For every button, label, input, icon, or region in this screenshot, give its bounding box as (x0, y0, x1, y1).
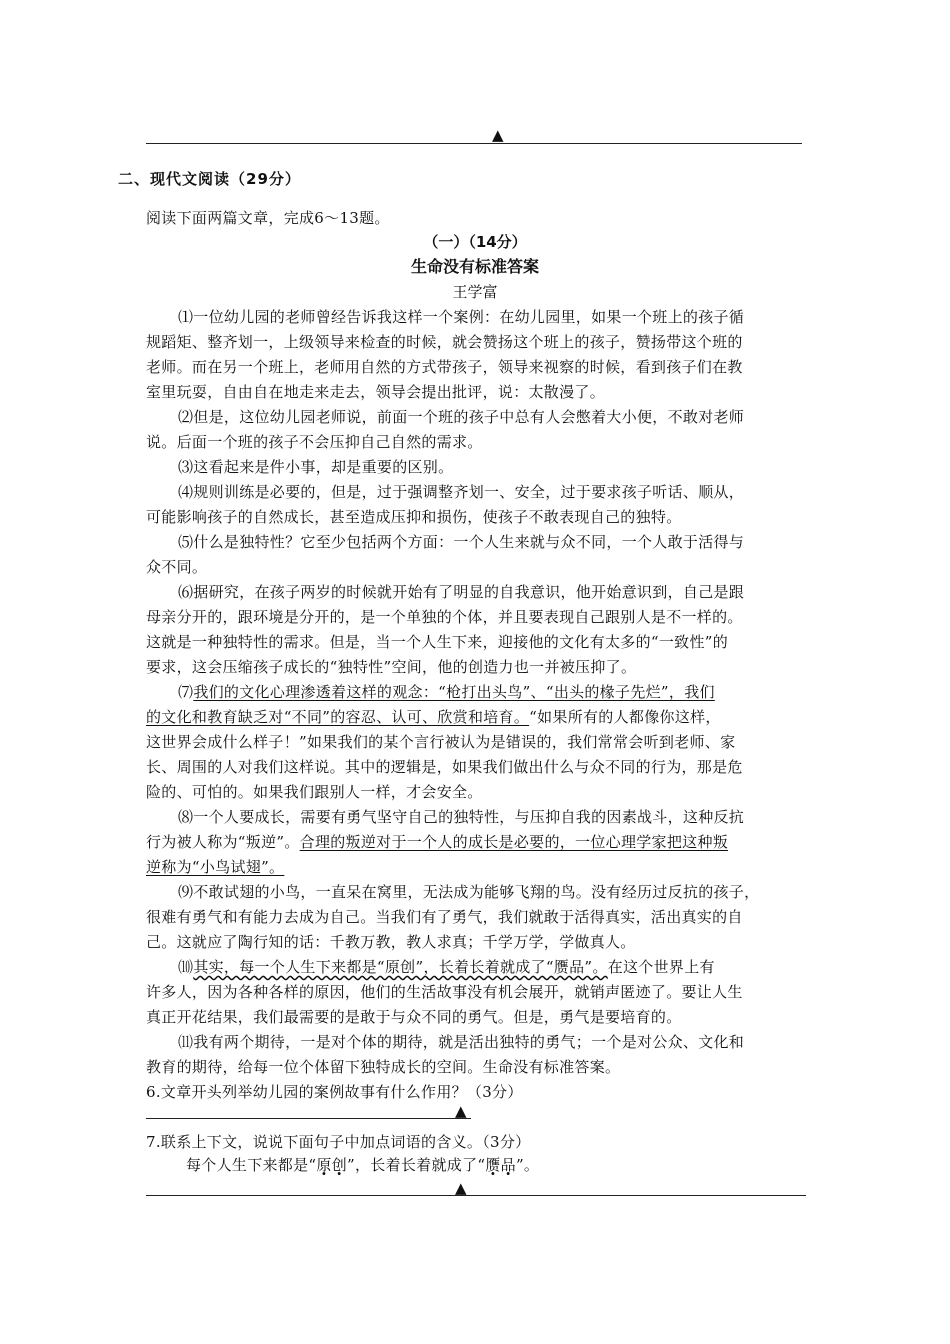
answer-line-q7[interactable] (146, 1195, 806, 1196)
paragraph-line: ⑸什么是独特性？它至少包括两个方面：一个人生来就与众不同，一个人敢于活得与 (178, 533, 745, 551)
paragraph-line: ⑼不敢试翅的小鸟，一直呆在窝里，无法成为能够飞翔的鸟。没有经历过反抗的孩子， (178, 883, 760, 901)
paragraph-line: 险的、可怕的。如果我们跟别人一样，才会安全。 (146, 783, 483, 801)
paragraph-line: 老师。而在另一个班上，老师用自然的方式带孩子，领导来视察的时候，看到孩子们在教 (146, 358, 743, 376)
underlined-sentence: 我们的文化心理渗透着这样的观念：“枪打出头鸟”、“出头的椽子先烂”，我们 (193, 683, 715, 701)
paragraph-line: 真正开花结果，我们最需要的是敢于与众不同的勇气。但是，勇气是要培育的。 (146, 1008, 682, 1026)
question-6: 6.文章开头列举幼儿园的案例故事有什么作用？（3分） (146, 1083, 523, 1101)
paragraph-line: 说。后面一个班的孩子不会压抑自己自然的需求。 (146, 433, 483, 451)
sentence-text: ”。 (515, 1156, 540, 1174)
wavy-underlined-sentence: 其实，每一个人生下来都是“原创”，长着长着就成了“赝品”。 (193, 958, 608, 976)
paragraph-line: 要求，这会压缩孩子成长的“独特性”空间，他的创造力也一并被压抑了。 (146, 658, 637, 676)
paragraph-line: ⑴一位幼儿园的老师曾经告诉我这样一个案例：在幼儿园里，如果一个班上的孩子循 (178, 308, 745, 326)
article-author: 王学富 (452, 283, 498, 301)
paragraph-line: ⑹据研究，在孩子两岁的时候就开始有了明显的自我意识，他开始意识到，自己是跟 (178, 583, 745, 601)
answer-marker-q7: ▲ (455, 1179, 467, 1197)
paragraph-line: 这就是一种独特性的需求。但是，当一个人生下来，迎接他的文化有太多的“一致性”的 (146, 633, 729, 651)
paragraph-line: 教育的期待，给每一位个体留下独特成长的空间。生命没有标准答案。 (146, 1058, 621, 1076)
sentence-text: ”，长着长着就成了“ (347, 1156, 486, 1174)
paragraph-7-line-2 (146, 705, 721, 729)
paragraph-line: 母亲分开的，跟环境是分开的，是一个单独的个体，并且要表现自己跟别人是不一样的。 (146, 608, 743, 626)
question-7-sentence (186, 1153, 539, 1177)
paragraph-line: 很难有勇气和有能力去成为自己。当我们有了勇气，我们就敢于活得真实，活出真实的自 (146, 908, 743, 926)
paragraph-line: ⑾我有两个期待，一是对个体的期待，就是活出独特的勇气；一个是对公众、文化和 (178, 1033, 745, 1051)
paragraph-line: 室里玩耍，自由自在地走来走去，领导会提出批评，说：太散漫了。 (146, 383, 606, 401)
paragraph-text: 在这个世界上有 (607, 958, 715, 976)
question-7: 7.联系上下文，说说下面句子中加点词语的含义。（3分） (146, 1133, 531, 1151)
article-title: 生命没有标准答案 (410, 257, 539, 276)
underlined-sentence: 合理的叛逆对于一个人的成长是必要的，一位心理学家把这种叛 (299, 833, 729, 851)
paragraph-line: ⑷规则训练是必要的，但是，过于强调整齐划一、安全，过于要求孩子听话、顺从， (178, 483, 745, 501)
answer-line-top (146, 143, 802, 144)
paragraph-line: ⑵但是，这位幼儿园老师说，前面一个班的孩子中总有人会憋着大小便，不敢对老师 (178, 408, 745, 426)
underlined-sentence: 逆称为“小鸟试翅”。 (146, 858, 285, 876)
paragraph-line: 己。这就应了陶行知的话：千教万教，教人求真；千学万学，学做真人。 (146, 933, 636, 951)
section-instruction: 阅读下面两篇文章，完成6～13题。 (146, 209, 390, 227)
dotted-char: 品 (500, 1156, 516, 1174)
dotted-char: 原 (316, 1156, 332, 1174)
dotted-char: 创 (331, 1156, 347, 1174)
underlined-sentence: 的文化和教育缺乏对“不同”的容忍、认可、欣赏和培育。 (146, 708, 530, 726)
sentence-text: 每个人生下来都是“ (186, 1156, 317, 1174)
paragraph-number: ⑺ (178, 683, 194, 701)
answer-marker-top: ▲ (492, 126, 504, 144)
paragraph-8-line-2 (146, 830, 728, 854)
paragraph-line: 可能影响孩子的自然成长，甚至造成压抑和损伤，使孩子不敢表现自己的独特。 (146, 508, 682, 526)
paragraph-8-line-3 (146, 855, 284, 879)
answer-line-q6[interactable] (146, 1118, 471, 1119)
dotted-char: 赝 (485, 1156, 501, 1174)
answer-marker-q6: ▲ (455, 1102, 467, 1120)
paragraph-text: 行为被人称为“叛逆”。 (146, 833, 300, 851)
paragraph-line: 许多人，因为各种各样的原因，他们的生活故事没有机会展开，就销声匿迹了。要让人生 (146, 983, 743, 1001)
paragraph-line: 规蹈矩、整齐划一，上级领导来检查的时候，就会赞扬这个班上的孩子，赞扬带这个班的 (146, 333, 743, 351)
paragraph-line: 这世界会成什么样子！”如果我们的某个言行被认为是错误的，我们常常会听到老师、家 (146, 733, 736, 751)
paragraph-line: ⑶这看起来是件小事，却是重要的区别。 (178, 458, 454, 476)
paragraph-7-line-1 (178, 680, 715, 704)
paragraph-10-line-1 (178, 955, 715, 979)
paragraph-text: “如果所有的人都像你这样， (529, 708, 721, 726)
section-title: 二、现代文阅读（29分） (118, 170, 301, 188)
paragraph-line: ⑻一个人要成长，需要有勇气坚守自己的独特性，与压抑自我的因素战斗，这种反抗 (178, 808, 745, 826)
paragraph-number: ⑽ (178, 958, 194, 976)
paragraph-line: 长、周围的人对我们这样说。其中的逻辑是，如果我们做出什么与众不同的行为，那是危 (146, 758, 743, 776)
article-part: （一）（14分） (423, 233, 527, 251)
paragraph-line: 众不同。 (146, 558, 208, 576)
